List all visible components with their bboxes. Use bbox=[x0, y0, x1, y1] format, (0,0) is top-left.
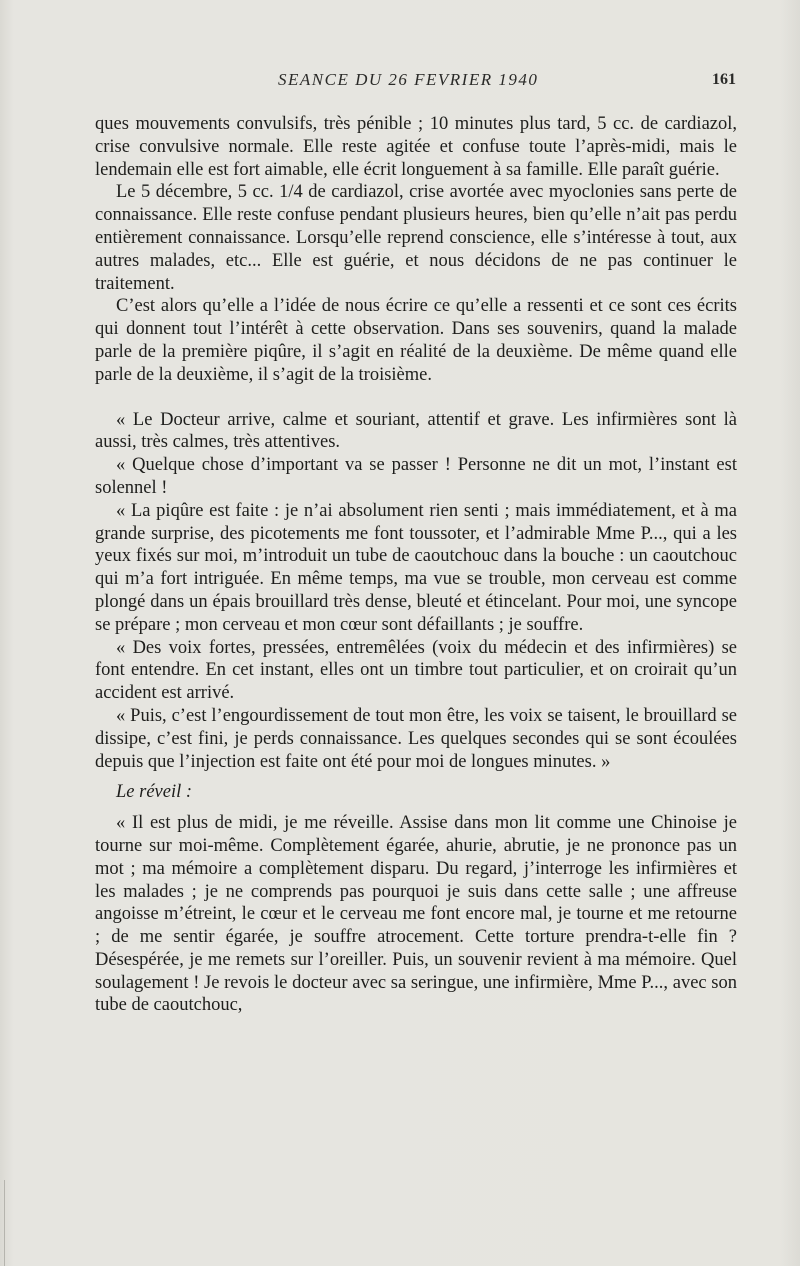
quote-injection: « La piqûre est faite : je n’ai absolument rien senti ; mais immédiatement, et à ma grande surprise, des picotements me font toussoter, et l’admirable Mme P..., qui a les yeux fixés sur moi, m’introduit un tube de caoutchouc dans la bouche : un caoutchouc qui m’a fort intriguée. En même temps, ma vue se trouble, mon cerveau est comme plongé dans un épais brouillard très dense, bleuté et étincelant. Pour moi, une syncope se prépare ; mon cerveau et mon cœur sont défaillants ; je souffre. bbox=[95, 500, 737, 635]
page-gutter-edge bbox=[4, 1180, 5, 1266]
paragraph-continuation: ques mouvements convulsifs, très pénible ; 10 minutes plus tard, 5 cc. de cardiazol, crise convulsive normale. Elle reste agitée et confuse toute l’après-midi, mais le lendemain elle est fort aimable, elle écrit longuement à sa famille. Elle paraît guérie. bbox=[95, 114, 737, 180]
section-heading-awakening: Le réveil : bbox=[116, 782, 193, 803]
quote-doctor-arrives: « Le Docteur arrive, calme et souriant, attentif et grave. Les infirmières sont là aussi, très calmes, très attentives. bbox=[95, 409, 737, 453]
page-number: 161 bbox=[712, 71, 736, 88]
quote-important-moment: « Quelque chose d’important va se passer ! Personne ne dit un mot, l’instant est solennel ! bbox=[95, 455, 737, 498]
body-text bbox=[95, 113, 737, 1017]
quote-awakening: « Il est plus de midi, je me réveille. Assise dans mon lit comme une Chinoise je tourne sur moi-même. Complètement égarée, ahurie, abrutie, je ne prononce pas un mot ; ma mémoire a complètement disparu. Du regard, j’interroge les infirmières et les malades ; je ne comprends pas pourquoi je suis dans cette salle ; une affreuse angoisse m’étreint, le cœur et le cerveau me font encore mal, je tourne et me retourne ; de me sentir égarée, je souffre atrocement. Cette torture prendra-t-elle fin ? Désespérée, je me remets sur l’oreiller. Puis, un souvenir revient à ma mémoire. Quel soulagement ! Je revois le docteur avec sa seringue, une infirmière, Mme P..., avec son tube de caoutchouc, bbox=[95, 813, 737, 1016]
paragraph-december-5: Le 5 décembre, 5 cc. 1/4 de cardiazol, crise avortée avec myoclonies sans perte de connaissance. Elle reste confuse pendant plusieurs heures, bien qu’elle n’ait pas perdu entièrement connaissance. Lorsqu’elle reprend conscience, elle s’intéresse à tout, aux autres malades, etc... Elle est guérie, et nous décidons de ne pas continuer le traitement. bbox=[95, 182, 737, 294]
running-title: SEANCE DU 26 FEVRIER 1940 bbox=[278, 70, 539, 89]
page-header bbox=[96, 70, 736, 96]
quote-voices: « Des voix fortes, pressées, entremêlées (voix du médecin et des infirmières) se font entendre. En cet instant, elles ont un timbre tout particulier, et on croirait qu’un accident est arrivé. bbox=[95, 637, 737, 704]
paragraph-writings: C’est alors qu’elle a l’idée de nous écrire ce qu’elle a ressenti et ce sont ces écrits qui donnent tout l’intérêt à cette observation. Dans ses souvenirs, quand la malade parle de la première piqûre, il s’agit en réalité de la deuxième. De même quand elle parle de la deuxième, il s’agit de la troisième. bbox=[95, 296, 737, 385]
quote-numbness: « Puis, c’est l’engourdissement de tout mon être, les voix se taisent, le brouillard se dissipe, c’est fini, je perds connaissance. Les quelques secondes qui se sont écoulées depuis que l’injection est faite ont été pour moi de longues minutes. » bbox=[95, 705, 737, 772]
